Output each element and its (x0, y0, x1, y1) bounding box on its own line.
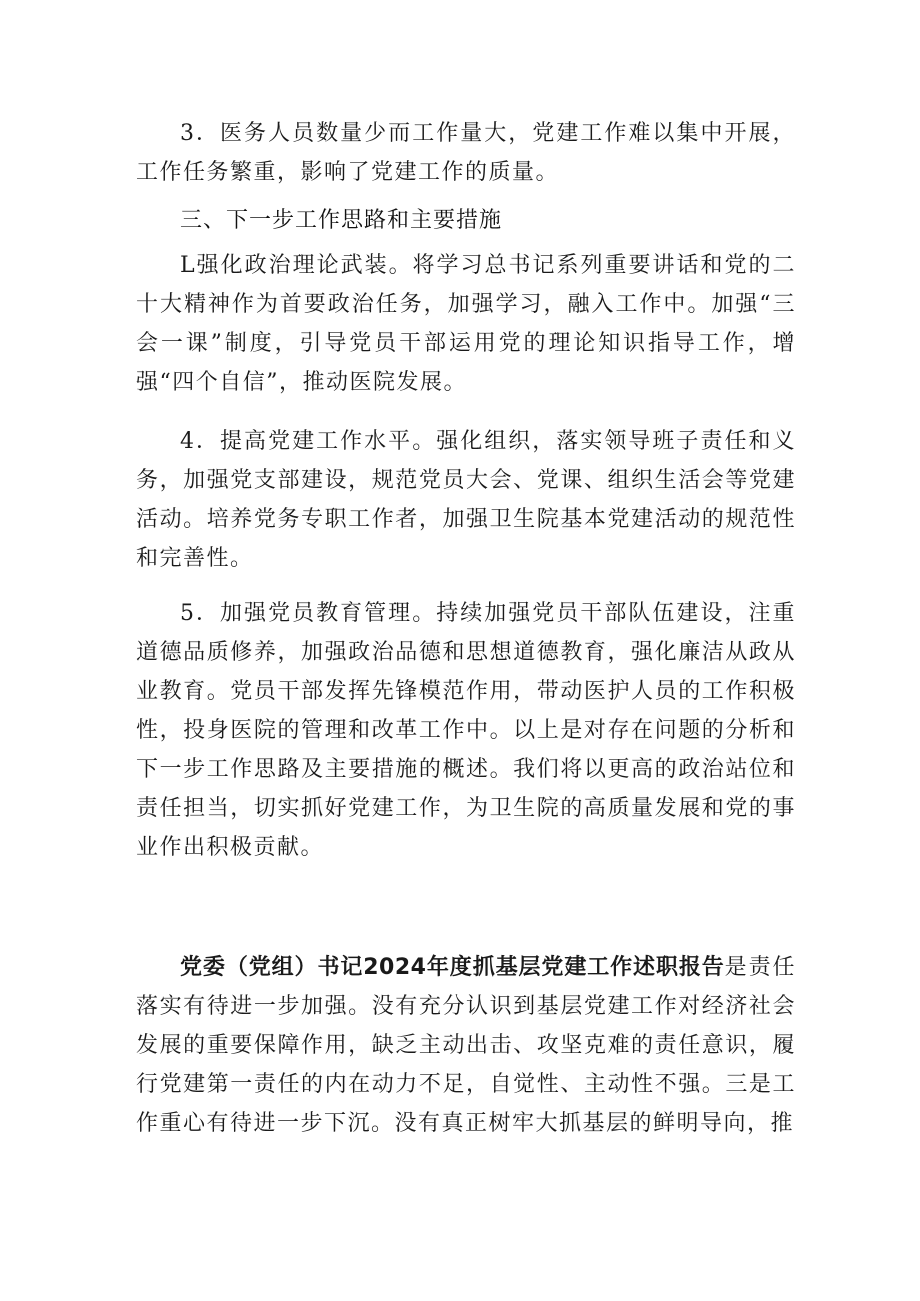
paragraph-item-5-education: 5．加强党员教育管理。持续加强党员干部队伍建设，注重道德品质修养，加强政治品德和思想道德教育，强化廉洁从政从业教育。党员干部发挥先锋模范作用，带动医护人员的工作积极性，投身医院的管理和改革工作中。以上是对存在问题的分析和下一步工作思路及主要措施的概述。我们将以更高的政治站位和责任担当，切实抓好党建工作，为卫生院的高质量发展和党的事业作出积极贡献。 (136, 601, 796, 860)
report-paragraph (136, 948, 796, 1143)
report-body-text: 是责任落实有待进一步加强。没有充分认识到基层党建工作对经济社会发展的重要保障作用，缺乏主动出击、攻坚克难的责任意识，履行党建第一责任的内在动力不足，自觉性、主动性不强。三是工作重心有待进一步下沉。没有真正树牢大抓基层的鲜明导向，推 (136, 955, 796, 1136)
section-heading-next-steps: 三、下一步工作思路和主要措施 (180, 208, 503, 233)
paragraph-item-3: 3．医务人员数量少而工作量大，党建工作难以集中开展，工作任务繁重，影响了党建工作的质量。 (136, 121, 796, 185)
report-title: 党委（党组）书记2024年度抓基层党建工作述职报告 (180, 955, 725, 980)
paragraph-item-1-theory: L强化政治理论武装。将学习总书记系列重要讲话和党的二十大精神作为首要政治任务，加强学习，融入工作中。加强“三会一课”制度，引导党员干部运用党的理论知识指导工作，增强“四个自信”，推动医院发展。 (136, 253, 796, 395)
paragraph-item-4-party-building: 4．提高党建工作水平。强化组织，落实领导班子责任和义务，加强党支部建设，规范党员大会、党课、组织生活会等党建活动。培养党务专职工作者，加强卫生院基本党建活动的规范性和完善性。 (136, 429, 796, 571)
